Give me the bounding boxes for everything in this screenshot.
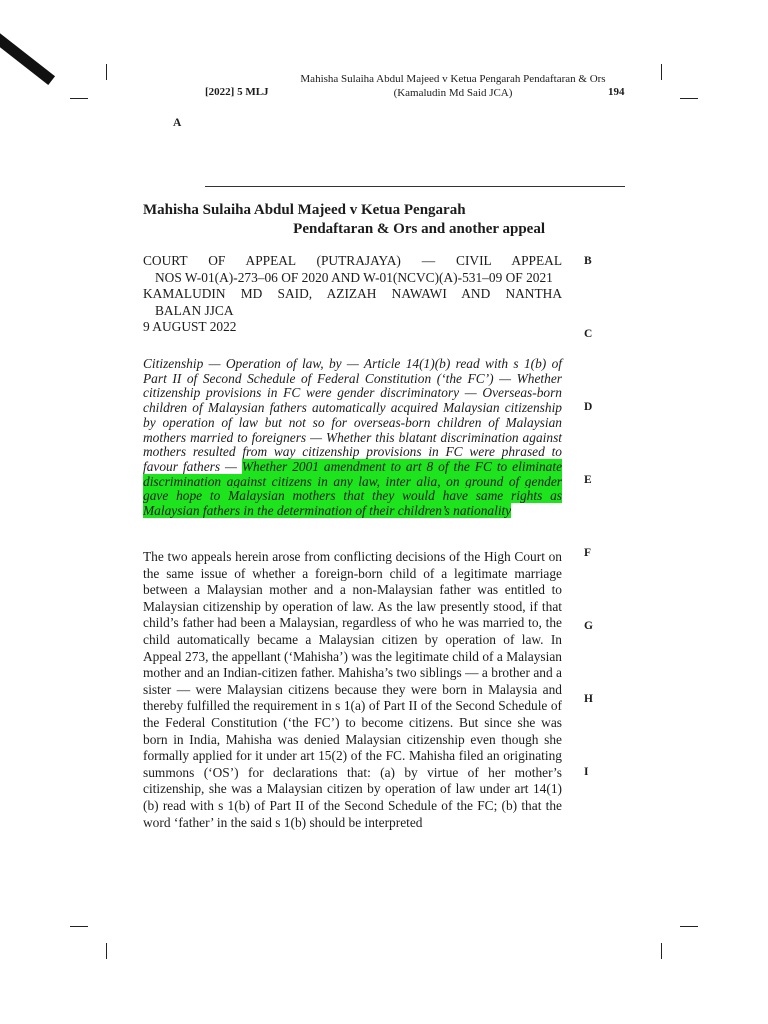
catchwords bbox=[143, 357, 562, 519]
headnote-paragraph: The two appeals herein arose from conflicting decisions of the High Court on the same issue of whether a foreign-born child of a legitimate marriage between a Malaysian mother and a non-Malaysian father was entitled to Malaysian citizenship by operation of law. As the law presently stood, if that child’s father had been a Malaysian, regardless of who he was married to, the child automatically became a Malaysian citizen by operation of law. In Appeal 273, the appellant (‘Mahisha’) was the legitimate child of a Malaysian mother and an Indian-citizen father. Mahisha’s two siblings — a brother and a sister — were Malaysian citizens because they were born in Malaysia and thereby fulfilled the requirement in s 1(a) of Part II of the Second Schedule of the Federal Constitution (‘the FC’) to become citizens. But since she was born in India, Mahisha was denied Malaysian citizenship even though she formally applied for it under art 15(2) of the FC. Mahisha filed an originating summons (‘OS’) for declarations that: (a) by virtue of her mother’s citizenship, she was a Malaysian citizen by operation of law under art 14(1)(b) read with s 1(b) of Part II of the Second Schedule of the FC; (b) that the word ‘father’ in the said s 1(b) should be interpreted bbox=[143, 549, 562, 830]
margin-letter-b: B bbox=[584, 255, 592, 267]
year-reference: [2022] 5 MLJ bbox=[205, 86, 269, 98]
margin-letter-c: C bbox=[584, 328, 593, 340]
crop-mark bbox=[106, 64, 107, 80]
scan-corner-band bbox=[0, 17, 55, 85]
margin-letter-h: H bbox=[584, 693, 593, 705]
case-title bbox=[143, 201, 545, 239]
crop-mark bbox=[70, 98, 88, 99]
margin-letter-f: F bbox=[584, 547, 592, 559]
case-title-line1: Mahisha Sulaiha Abdul Majeed v Ketua Pengarah bbox=[143, 202, 466, 218]
margin-letter-d: D bbox=[584, 401, 593, 413]
judges-line-cont: BALAN JJCA bbox=[155, 302, 234, 318]
header-rule bbox=[205, 186, 625, 187]
highlighted-catchword: Whether 2001 amendment to art 8 of the FC to eliminate discrimination against citizens in any law, inter alia, on ground of gender gave hope to Malaysian mothers that they would have same rights as Malaysian fathers in the determination of their children’s nationality bbox=[143, 458, 563, 519]
margin-letter-i: I bbox=[584, 766, 589, 778]
crop-mark bbox=[661, 64, 662, 80]
court-details bbox=[143, 253, 562, 336]
case-title-line2: Pendaftaran & Ors and another appeal bbox=[293, 221, 545, 237]
decision-date: 9 AUGUST 2022 bbox=[143, 319, 237, 334]
margin-letter-g: G bbox=[584, 620, 593, 632]
page-number: 194 bbox=[608, 86, 625, 98]
margin-letter-e: E bbox=[584, 474, 592, 486]
crop-mark bbox=[106, 943, 107, 959]
appeal-numbers: NOS W-01(A)-273–06 OF 2020 AND W-01(NCVC)(A)-531–09 OF 2021 bbox=[155, 269, 553, 285]
crop-mark bbox=[680, 98, 698, 99]
margin-letter-a: A bbox=[173, 117, 182, 129]
crop-mark bbox=[70, 926, 88, 927]
crop-mark bbox=[680, 926, 698, 927]
running-title: Mahisha Sulaiha Abdul Majeed v Ketua Pengarah Pendaftaran & Ors (Kamaludin Md Said JCA) bbox=[300, 73, 606, 99]
court-line: COURT OF APPEAL (PUTRAJAYA) — CIVIL APPEAL bbox=[143, 253, 562, 268]
catchwords-text: Citizenship — Operation of law, by — Article 14(1)(b) read with s 1(b) of Part II of Second Schedule of Federal Constitution (‘the FC’) — Whether citizenship provisions in FC were gender discriminatory — Overseas-born children of Malaysian fathers automatically acquired Malaysian citizenship by operation of law but not so for overseas-born children of Malaysian mothers married to foreigners — Whether this blatant discrimination against mothers resulted from way citizenship provisions in FC were phrased to favour fathers — bbox=[143, 356, 562, 474]
judges-line: KAMALUDIN MD SAID, AZIZAH NAWAWI AND NANTHA bbox=[143, 286, 562, 301]
crop-mark bbox=[661, 943, 662, 959]
